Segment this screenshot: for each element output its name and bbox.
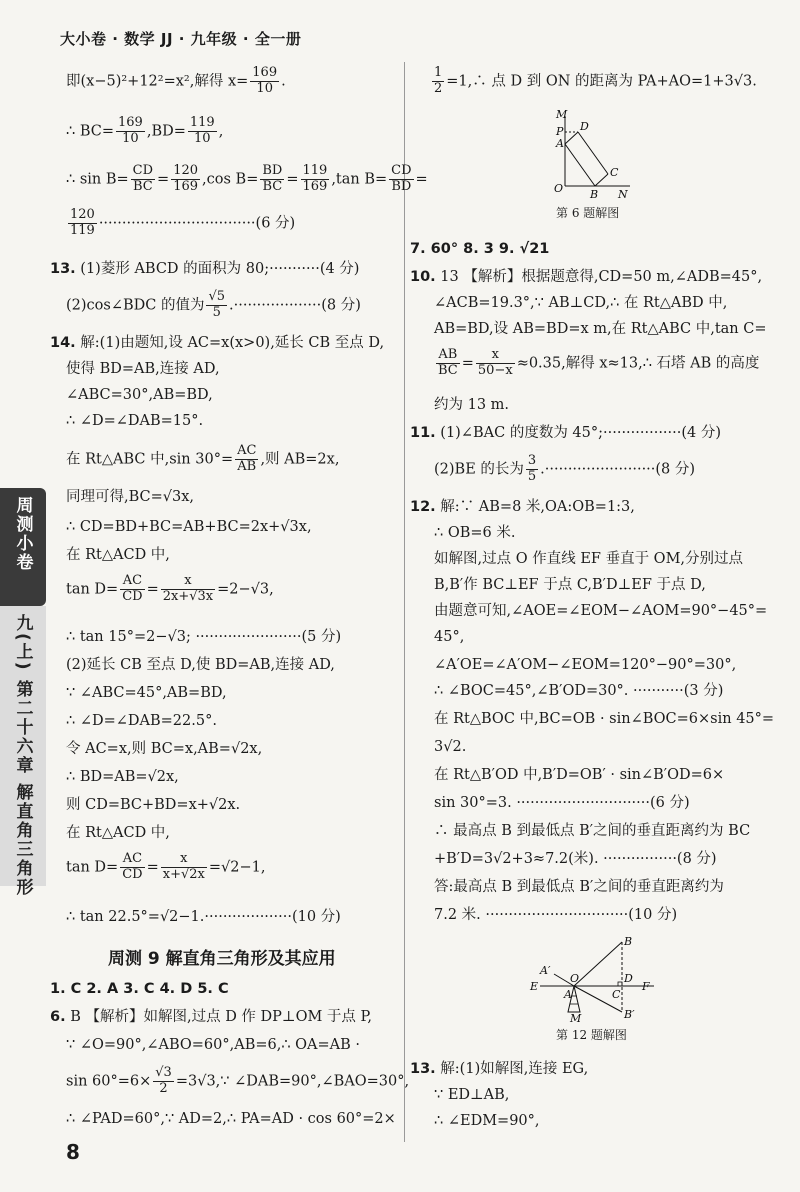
text-line: ∵ ED⊥AB, xyxy=(434,1087,510,1103)
fig12-label-o: O xyxy=(570,972,580,985)
fig12-label-a: A xyxy=(564,988,572,1001)
side-tab-chapter xyxy=(0,606,46,897)
question-14: 14. 解:(1)由题知,设 AC=x(x>0),延长 CB 至点 D, xyxy=(50,335,385,351)
text-line: (2)延长 CB 至点 D,使 BD=AB,连接 AD, xyxy=(66,657,335,673)
text-line: 在 Rt△ABC 中,sin 30°= $\frac{AC}{AB}$ ,则 AB=2x, xyxy=(66,443,340,474)
fig12-ob-line xyxy=(574,942,622,986)
fig6-label-n: N xyxy=(618,188,628,201)
fig12-label-e: E xyxy=(530,980,539,993)
fig12-label-a1: A′ xyxy=(540,964,551,977)
side-tab-grade: 九(上) xyxy=(12,614,33,672)
question-11: 11. (1)∠BAC 的度数为 45°;·················(4 分) xyxy=(410,425,722,441)
figure-12-caption: 第 12 题解图 xyxy=(556,1028,627,1042)
fig6-label-o: O xyxy=(554,182,564,195)
fig6-label-b: B xyxy=(590,188,599,201)
fig6-label-m: M xyxy=(556,108,568,121)
text-line: 使得 BD=AB,连接 AD, xyxy=(66,361,220,377)
fig6-ad-line xyxy=(565,132,578,144)
text-line: (2)cos∠BDC 的值为 $\frac{√5}{5}$ .···················(8 分) xyxy=(66,289,361,320)
text-line: sin 60°=6× $\frac{√3}{2}$ =3√3,∵ ∠DAB=90°,∠BAO=30°, xyxy=(66,1065,410,1096)
text-line: 约为 13 m. xyxy=(434,397,510,413)
text-line: ∴ BC= $\frac{169}{10}$ ,BD= $\frac{119}{10}$ , xyxy=(66,115,224,146)
question-13: 13. (1)菱形 ABCD 的面积为 80;···········(4 分) xyxy=(50,261,360,277)
fig12-label-f: F xyxy=(642,980,650,993)
text-line: $\frac{120}{119}$ ··································(6 分) xyxy=(70,207,296,238)
fig6-bc-line xyxy=(595,174,608,186)
text-line: 由题意可知,∠AOE=∠EOM−∠AOM=90°−45°= xyxy=(434,603,768,619)
text-line: ∴ sin B= $\frac{CD}{BC}$ = $\frac{120}{169}$ ,cos B= $\frac{BD}{BC}$ = $\frac{119}{169}$ ,tan B= $\frac{CD}{BD}$ = xyxy=(66,163,428,194)
figure-12-diagram xyxy=(526,934,666,1024)
question-6: 6. B 【解析】如解图,过点 D 作 DP⊥OM 于点 P, xyxy=(50,1009,372,1025)
text-line: 答:最高点 B 到最低点 B′之间的垂直距离约为 xyxy=(434,879,724,895)
text-line: 在 Rt△ACD 中, xyxy=(66,825,170,841)
fig12-right-angle xyxy=(618,982,622,986)
fig12-label-d: D xyxy=(624,972,633,985)
text-line: ∵ ∠ABC=45°,AB=BD, xyxy=(66,685,227,701)
text-line: ∴ ∠D=∠DAB=15°. xyxy=(66,413,204,429)
question-12: 12. 解:∵ AB=8 米,OA:OB=1:3, xyxy=(410,499,635,515)
text-line: ∴ 最高点 B 到最低点 B′之间的垂直距离约为 BC xyxy=(434,823,751,839)
text-line: ∠ACB=19.3°,∵ AB⊥CD,∴ 在 Rt△ABD 中, xyxy=(434,295,728,311)
text-line: ∴ tan 22.5°=√2−1.···················(10 分) xyxy=(66,909,341,925)
text-line: 在 Rt△ACD 中, xyxy=(66,547,170,563)
text-line: tan D= $\frac{AC}{CD}$ = $\frac{x}{2x+√3x}$ =2−√3, xyxy=(66,573,274,604)
page-header: 大小卷 · 数学 JJ · 九年级 · 全一册 xyxy=(60,30,302,48)
text-line: $\frac{AB}{BC}$ = $\frac{x}{50-x}$ ≈0.35,解得 x≈13,∴ 石塔 AB 的高度 xyxy=(438,347,760,378)
text-line: sin 30°=3. ·····························(6 分) xyxy=(434,795,690,811)
text-line: 3√2. xyxy=(434,739,467,755)
figure-6-diagram xyxy=(540,108,640,202)
fig6-label-a: A xyxy=(556,137,564,150)
text-line: 同理可得,BC=√3x, xyxy=(66,489,195,505)
text-line: ∴ ∠BOC=45°,∠B′OD=30°. ···········(3 分) xyxy=(434,683,724,699)
side-tab-chapter-label: 第二十六章 xyxy=(12,679,33,775)
side-tab-label: 周测小卷 xyxy=(12,496,33,572)
text-line: B,B′作 BC⊥EF 于点 C,B′D⊥EF 于点 D, xyxy=(434,577,706,593)
text-line: +B′D=3√2+3≈7.2(米). ················(8 分) xyxy=(434,851,717,867)
text-line: 7.2 米. ·······························(10 分) xyxy=(434,907,678,923)
fig12-label-b1: B′ xyxy=(624,1008,635,1021)
text-line: AB=BD,设 AB=BD=x m,在 Rt△ABC 中,tan C= xyxy=(434,321,767,337)
fig12-label-b: B xyxy=(624,935,633,948)
text-line: ∴ ∠D=∠DAB=22.5°. xyxy=(66,713,217,729)
answers-1-5: 1. C 2. A 3. C 4. D 5. C xyxy=(50,981,229,997)
fig12-label-m: M xyxy=(570,1012,582,1024)
fig6-label-p: P xyxy=(556,125,564,138)
figure-6-caption: 第 6 题解图 xyxy=(556,206,620,220)
text-line: ∠A′OE=∠A′OM−∠EOM=120°−90°=30°, xyxy=(434,657,737,673)
fig6-label-d: D xyxy=(580,120,589,133)
text-line: ∵ ∠O=90°,∠ABO=60°,AB=6,∴ OA=AB · xyxy=(66,1037,361,1053)
text-line: ∴ ∠PAD=60°,∵ AD=2,∴ PA=AD · cos 60°=2× xyxy=(66,1111,396,1127)
side-tab-weekly-test xyxy=(0,488,46,606)
page-number: 8 xyxy=(66,1140,80,1164)
text-line: ∠ABC=30°,AB=BD, xyxy=(66,387,213,403)
text-line: 则 CD=BC+BD=x+√2x. xyxy=(66,797,241,813)
fig6-label-c: C xyxy=(610,166,619,179)
text-line: (2)BE 的长为 $\frac{3}{5}$ .························(8 分) xyxy=(434,453,696,484)
section-title: 周测 9 解直角三角形及其应用 xyxy=(108,949,336,969)
text-line: ∴ tan 15°=2−√3; ·······················(5 分) xyxy=(66,629,342,645)
text-line: ∴ OB=6 米. xyxy=(434,525,516,541)
text-line: ∴ ∠EDM=90°, xyxy=(434,1113,540,1129)
text-line: tan D= $\frac{AC}{CD}$ = $\frac{x}{x+√2x}$ =√2−1, xyxy=(66,851,266,882)
column-divider xyxy=(404,62,405,1142)
text-line: 即(x−5)²+12²=x²,解得 x= $\frac{169}{10}$ . xyxy=(66,65,286,96)
text-line: 45°, xyxy=(434,629,465,645)
text-line: $\frac{1}{2}$ =1,∴ 点 D 到 ON 的距离为 PA+AO=1+3√3. xyxy=(434,65,757,96)
side-tab-topic: 解直角三角形 xyxy=(12,782,33,897)
question-10: 10. 13 【解析】根据题意得,CD=50 m,∠ADB=45°, xyxy=(410,269,763,285)
text-line: 在 Rt△B′OD 中,B′D=OB′ · sin∠B′OD=6× xyxy=(434,767,725,783)
text-line: ∴ CD=BD+BC=AB+BC=2x+√3x, xyxy=(66,519,312,535)
answers-7-9: 7. 60° 8. 3 9. √21 xyxy=(410,241,550,257)
text-line: 如解图,过点 O 作直线 EF 垂直于 OM,分别过点 xyxy=(434,551,744,567)
fig12-label-c: C xyxy=(612,988,621,1001)
question-13-right: 13. 解:(1)如解图,连接 EG, xyxy=(410,1061,589,1077)
text-line: 令 AC=x,则 BC=x,AB=√2x, xyxy=(66,741,263,757)
text-line: 在 Rt△BOC 中,BC=OB · sin∠BOC=6×sin 45°= xyxy=(434,711,775,727)
text-line: ∴ BD=AB=√2x, xyxy=(66,769,179,785)
